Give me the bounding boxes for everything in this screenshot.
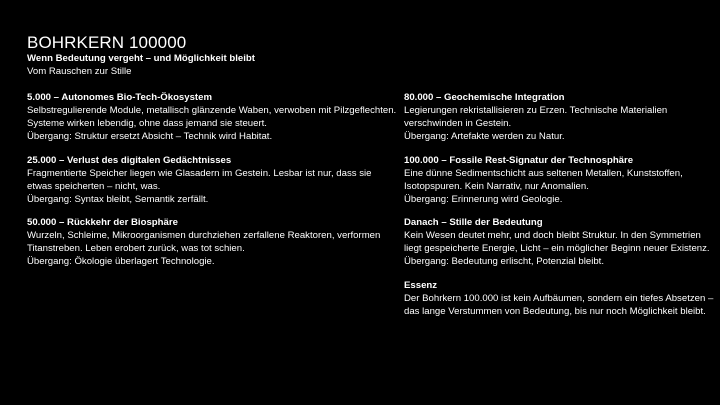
- page-subtitle: Wenn Bedeutung vergeht – und Möglichkeit bleibt: [27, 53, 255, 64]
- section-essenz: [404, 279, 716, 318]
- section-25000: [27, 154, 399, 206]
- section-body: Legierungen rekristallisieren zu Erzen. Technische Materialien verschwinden in Gestein.: [404, 105, 668, 129]
- page-tagline: Vom Rauschen zur Stille: [27, 66, 132, 77]
- section-body: Kein Wesen deutet mehr, und doch bleibt Struktur. In den Symmetrien liegt gespeicherte Energie, Licht – ein möglicher Beginn neuer Existenz.: [404, 230, 710, 254]
- section-transition: Übergang: Syntax bleibt, Semantik zerfällt.: [27, 194, 209, 205]
- section-heading: 5.000 – Autonomes Bio-Tech-Ökosystem: [27, 92, 212, 103]
- section-heading: 80.000 – Geochemische Integration: [404, 92, 565, 103]
- section-5000: [27, 91, 399, 143]
- section-heading: Essenz: [404, 280, 438, 291]
- section-heading: Danach – Stille der Bedeutung: [404, 217, 543, 228]
- section-body: Fragmentierte Speicher liegen wie Glasadern im Gestein. Lesbar ist nur, dass sie etwas speicherten – nicht, was.: [27, 168, 372, 192]
- section-transition: Übergang: Artefakte werden zu Natur.: [404, 131, 565, 142]
- section-transition: Übergang: Bedeutung erlischt, Potenzial bleibt.: [404, 256, 604, 267]
- section-body: Der Bohrkern 100.000 ist kein Aufbäumen, sondern ein tiefes Absetzen – das lange Verstummen von Bedeutung, bis nur noch Möglichkeit bleibt.: [404, 293, 714, 317]
- section-heading: 100.000 – Fossile Rest-Signatur der Technosphäre: [404, 155, 634, 166]
- section-heading: 50.000 – Rückkehr der Biosphäre: [27, 217, 178, 228]
- section-transition: Übergang: Ökologie überlagert Technologie.: [27, 256, 215, 267]
- section-80000: [404, 91, 716, 143]
- section-body: Selbstregulierende Module, metallisch glänzende Waben, verwoben mit Pilzgeflechten. Systeme wirken lebendig, ohne dass jemand sie steuert.: [27, 105, 397, 129]
- section-transition: Übergang: Struktur ersetzt Absicht – Technik wird Habitat.: [27, 131, 273, 142]
- section-100000: [404, 154, 716, 206]
- section-body: Wurzeln, Schleime, Mikroorganismen durchziehen zerfallene Reaktoren, verformen Titanstreben. Leben erobert zurück, was tot schien.: [27, 230, 381, 254]
- page-title: BOHRKERN 100000: [27, 33, 187, 52]
- section-50000: [27, 216, 399, 268]
- section-transition: Übergang: Erinnerung wird Geologie.: [404, 194, 563, 205]
- section-heading: 25.000 – Verlust des digitalen Gedächtnisses: [27, 155, 232, 166]
- section-body: Eine dünne Sedimentschicht aus seltenen Metallen, Kunststoffen, Isotopspuren. Kein Narrativ, nur Anomalien.: [404, 168, 683, 192]
- section-danach: [404, 216, 716, 268]
